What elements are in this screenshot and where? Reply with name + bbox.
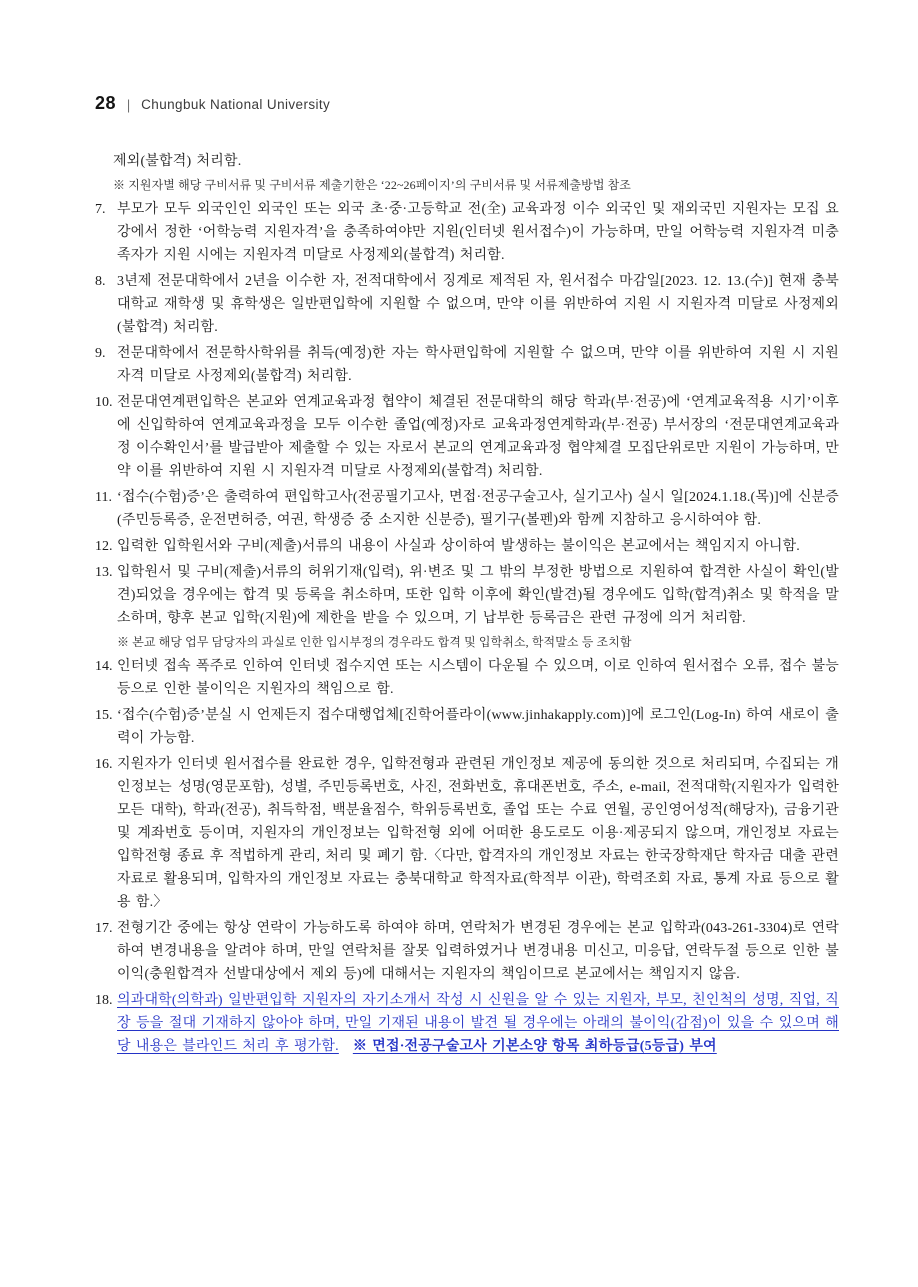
carryover-text: 제외(불합격) 처리함. (113, 154, 242, 169)
item-text: 전문대연계편입학은 본교와 연계교육과정 협약이 체결된 전문대학의 해당 학과(부·전공)에 ‘연계교육적용 시기’이후에 신입학하여 연계교육과정을 모두 이수한 졸업(예정)자로 교육과정연계학과(부·전공) 부서장의 ‘전문대연계교육과정 이수확인서’를 발급받아 제출할 수 있는 자로서 본교의 연계교육과정 협약체결 모집단위로만 지원이 가능하며, 만약 이를 위반하여 지원 시 지원자격 미달로 사정제외(불합격) 처리함. (117, 395, 839, 479)
item-text: 인터넷 접속 폭주로 인하여 인터넷 접수지연 또는 시스템이 다운될 수 있으며, 이로 인하여 원서접수 오류, 접수 불능 등으로 인한 불이익은 지원자의 책임으로 함. (117, 659, 839, 697)
item-text: 전형기간 중에는 항상 연락이 가능하도록 하여야 하며, 연락처가 변경된 경우에는 본교 입학과(043-261-3304)로 연락하여 변경내용을 알려야 하며, 만일 연락처를 잘못 입력하였거나 변경내용 미신고, 미응답, 연락두절 등으로 인한 불이익(충원합격자 선발대상에서 제외 등)에 대해서는 지원자의 책임이므로 본교에서는 책임지지 않음. (117, 921, 839, 982)
item-number: 8. (95, 274, 106, 289)
item-number: 16. (95, 757, 113, 772)
notice-item (95, 704, 839, 750)
item-number: 14. (95, 659, 113, 674)
item-text: ‘접수(수험)증’분실 시 언제든지 접수대행업체[진학어플라이(www.jinhakapply.com)]에 로그인(Log-In) 하여 새로이 출력이 가능함. (117, 708, 839, 746)
notice-item (95, 270, 839, 339)
item-text: 전문대학에서 전문학사학위를 취득(예정)한 자는 학사편입학에 지원할 수 없으며, 만약 이를 위반하여 지원 시 지원자격 미달로 사정제외(불합격) 처리함. (117, 346, 839, 384)
item-number: 17. (95, 921, 113, 936)
item-text: 부모가 모두 외국인인 외국인 또는 외국 초·중·고등학교 전(全) 교육과정 이수 외국인 및 재외국민 지원자는 모집 요강에서 정한 ‘어학능력 지원자격’을 충족하여야만 지원(인터넷 원서접수)이 가능하며, 만일 어학능력 지원자격 미충족자가 지원 시에는 지원자격 미달로 사정제외(불합격) 처리함. (117, 202, 839, 263)
item-number: 11. (95, 490, 112, 505)
item-text: 3년제 전문대학에서 2년을 이수한 자, 전적대학에서 징계로 제적된 자, 원서접수 마감일[2023. 12. 13.(수)] 현재 충북대학교 재학생 및 휴학생은 일반편입학에 지원할 수 없으며, 만약 이를 위반하여 지원 시 지원자격 미달로 사정제외(불합격) 처리함. (117, 274, 839, 335)
item-text (117, 989, 839, 1058)
item-number: 12. (95, 539, 113, 554)
item-text: 입력한 입학원서와 구비(제출)서류의 내용이 사실과 상이하여 발생하는 불이익은 본교에서는 책임지지 아니함. (117, 539, 801, 554)
item-number: 15. (95, 708, 113, 723)
notice-item (95, 198, 839, 267)
item-text: 입학원서 및 구비(제출)서류의 허위기재(입력), 위·변조 및 그 밖의 부정한 방법으로 지원하여 합격한 사실이 확인(발견)되었을 경우에는 합격 및 등록을 취소하며, 또한 입학 이후에 확인(발견)될 경우에도 입학(합격)취소 및 학적을 말소하며, 향후 본교 입학(지원)에 제한을 받을 수 있으며, 기 납부한 등록금은 관련 규정에 의거 처리함. (117, 565, 839, 626)
notice-item (95, 917, 839, 986)
carryover-note: ※ 지원자별 해당 구비서류 및 구비서류 제출기한은 ‘22~26페이지’의 구비서류 및 서류제출방법 참조 (113, 178, 631, 192)
notice-list (95, 150, 839, 1058)
carryover-paragraph (95, 150, 839, 195)
item-number: 9. (95, 346, 106, 361)
header-separator: | (127, 96, 131, 114)
notice-item-medical-blind (95, 989, 839, 1058)
notice-item (95, 486, 839, 532)
item-number: 13. (95, 565, 113, 580)
item-text: 지원자가 인터넷 원서접수를 완료한 경우, 입학전형과 관련된 개인정보 제공에 동의한 것으로 처리되며, 수집되는 개인정보는 성명(영문포함), 성별, 주민등록번호, 사진, 전화번호, 휴대폰번호, 주소, e-mail, 전적대학(지원자가 입력한 모든 대학), 학과(전공), 취득학점, 백분율점수, 학위등록번호, 졸업 또는 수료 연월, 공인영어성적(해당자), 금융기관 및 계좌번호 등이며, 지원자의 개인정보는 입학전형 외에 어떠한 용도로도 이용·제공되지 않으며, 개인정보 자료는 입학전형 종료 후 적법하게 관리, 처리 및 폐기 함.〈다만, 합격자의 개인정보 자료는 한국장학재단 학자금 대출 관련 자료로 활용되며, 입학자의 개인정보 자료는 충북대학교 학적자료(학적부 이관), 학력조회 자료, 통계 자료 등으로 활용 함.〉 (117, 757, 839, 910)
notice-item (95, 655, 839, 701)
notice-item (95, 342, 839, 388)
notice-item (95, 561, 839, 652)
item-text-main: 의과대학(의학과) 일반편입학 지원자의 자기소개서 작성 시 신원을 알 수 있는 지원자, 부모, 친인척의 성명, 직업, 직장 등을 절대 기재하지 않아야 하며, 만일 기재된 내용이 발견 될 경우에는 아래의 불이익(감점)이 있을 수 있으며 해당 내용은 블라인드 처리 후 평가함. (117, 993, 839, 1054)
notice-item (95, 753, 839, 914)
item-emphasis-note: ※ 면접·전공구술고사 기본소양 항목 최하등급(5등급) 부여 (352, 1039, 717, 1054)
notice-item (95, 535, 839, 558)
item-number: 7. (95, 202, 106, 217)
page-header (95, 93, 330, 114)
item-text: ‘접수(수험)증’은 출력하여 편입학고사(전공필기고사, 면접·전공구술고사, 실기고사) 실시 일[2024.1.18.(목)]에 신분증(주민등록증, 운전면허증, 여권, 학생증 중 소지한 신분증), 필기구(볼펜)와 함께 지참하고 응시하여야 함. (117, 490, 839, 528)
item-number: 18. (95, 993, 113, 1008)
item-number: 10. (95, 395, 113, 410)
notice-item (95, 391, 839, 483)
page-number: 28 (95, 93, 117, 113)
institution-name: Chungbuk National University (141, 97, 331, 112)
item-subnote: ※ 본교 해당 업무 담당자의 과실로 인한 입시부정의 경우라도 합격 및 입학취소, 학적말소 등 조치함 (117, 635, 632, 649)
